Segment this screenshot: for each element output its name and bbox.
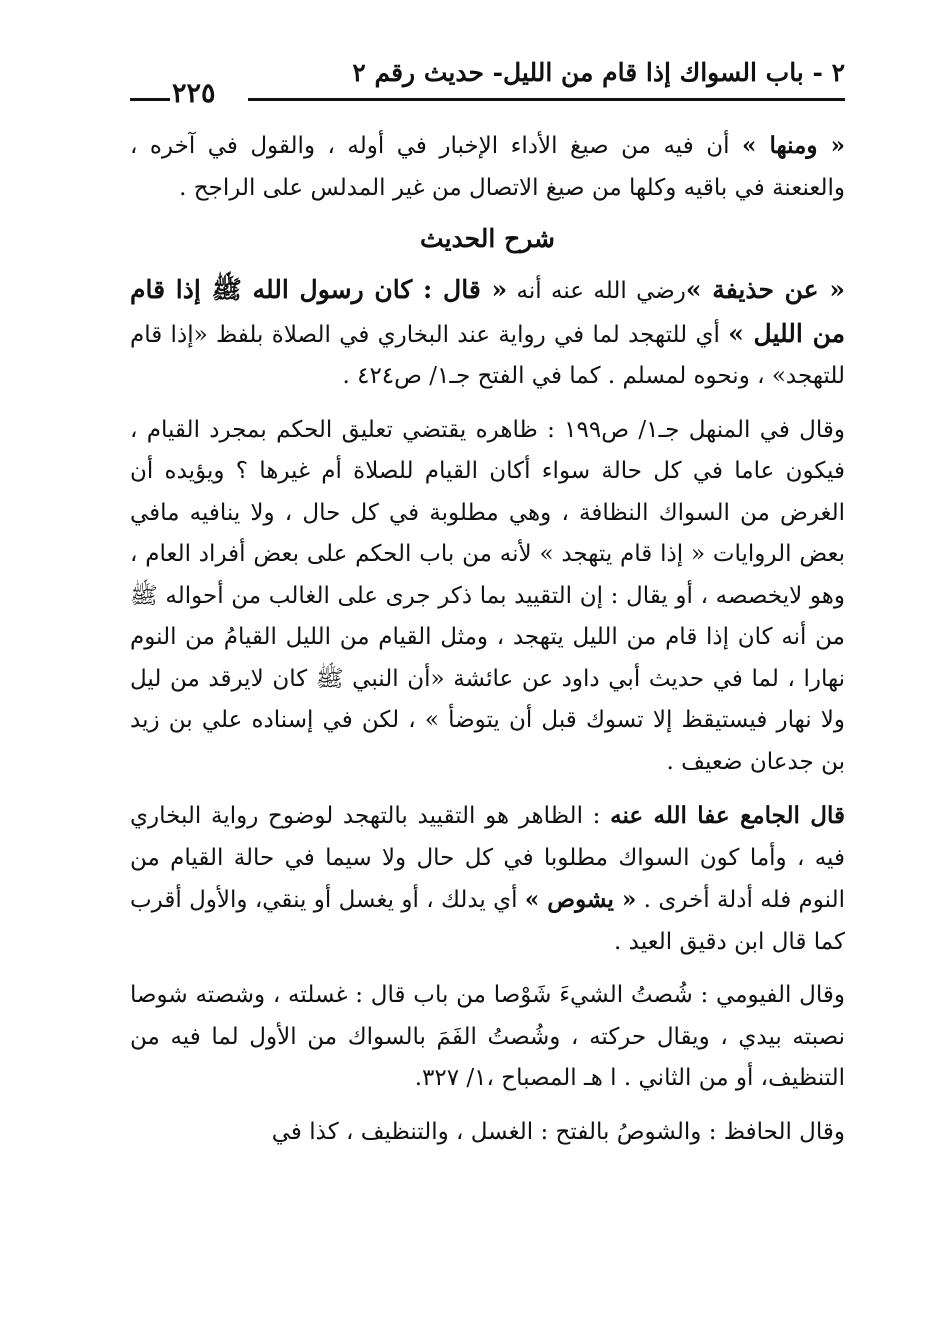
paragraph-4: [130, 795, 845, 963]
paragraph-2-text-b: أي للتهجد لما في رواية عند البخاري في الصلاة بلفظ «إذا قام للتهجد» ، ونحوه لمسلم . كما في الفتح جـ١/ ص٤٢٤ .: [130, 321, 845, 389]
paragraph-4-text-a: : الظاهر هو التقييد بالتهجد لوضوح رواية البخاري فيه ، وأما كون السواك مطلوبا في كل حال ولا سيما في حالة القيام من النوم فله أدلة أخرى .: [130, 803, 846, 913]
header-rule: [248, 98, 845, 101]
paragraph-2-text-a: رضي الله عنه أنه: [507, 278, 686, 304]
section-title: شرح الحديث: [420, 224, 555, 253]
running-title: ٢ - باب السواك إذا قام من الليل- حديث رقم ٢: [352, 58, 845, 87]
paragraph-4-lead: قال الجامع عفا الله عنه: [610, 802, 846, 829]
page-body: [130, 125, 845, 1165]
paragraph-2: [130, 269, 845, 398]
paragraph-1-lead: « ومنها »: [741, 132, 845, 159]
paragraph-6: وقال الحافظ : والشوصُ بالفتح : الغسل ، والتنظيف ، كذا في: [271, 1118, 845, 1145]
page-header: [130, 58, 845, 110]
paragraph-3: وقال في المنهل جـ١/ ص١٩٩ : ظاهره يقتضي تعليق الحكم بمجرد القيام ، فيكون عاما في كل حالة سواء أكان القيام للصلاة أم غيرها ؟ ويؤيده أن الغرض من السواك النظافة ، وهي مطلوبة في كل حال ، ولا ينافيه مافي بعض الروايات « إذا قام يتهجد » لأنه من باب الحكم على بعض أفراد العام ، وهو لايخصصه ، أو يقال : إن التقييد بما ذكر جرى على الغالب من أحواله ﷺ من أنه كان إذا قام من الليل يتهجد ، ومثل القيام من الليل القيامُ من النوم نهارا ، لما في حديث أبي داود عن عائشة «أن النبي ﷺ كان لايرقد من ليل ولا نهار فيستيقظ إلا تسوك قبل أن يتوضأ » ، لكن في إسناده علي بن زيد بن جدعان ضعيف .: [130, 416, 845, 775]
paragraph-2-quote: « قال : كان رسول الله ﷺ إذا قام من الليل »: [130, 275, 845, 348]
page-number-rule: [130, 98, 170, 101]
paragraph-4-quote: « يشوص »: [524, 886, 637, 913]
paragraph-1-text: أن فيه من صيغ الأداء الإخبار في أوله ، والقول في آخره ، والعنعنة في باقيه وكلها من صيغ الاتصال من غير المدلس على الراجح .: [130, 133, 845, 201]
paragraph-1: [130, 125, 845, 209]
paragraph-4-text-b: أي يدلك ، أو يغسل أو ينقي، والأول أقرب كما قال ابن دقيق العيد .: [130, 887, 845, 955]
page-number: ٢٢٥: [172, 78, 216, 109]
paragraph-5: وقال الفيومي : شُصتُ الشيءَ شَوْصا من باب قال : غسلته ، وشصته شوصا نصبته بيدي ، ويقال حركته ، وشُصتُ الفَمَ بالسواك من الأول لما فيه من التنظيف، أو من الثاني . ا هـ المصباح ،١/ ٣٢٧.: [130, 982, 845, 1091]
paragraph-2-lead: « عن حذيفة »: [685, 275, 845, 304]
